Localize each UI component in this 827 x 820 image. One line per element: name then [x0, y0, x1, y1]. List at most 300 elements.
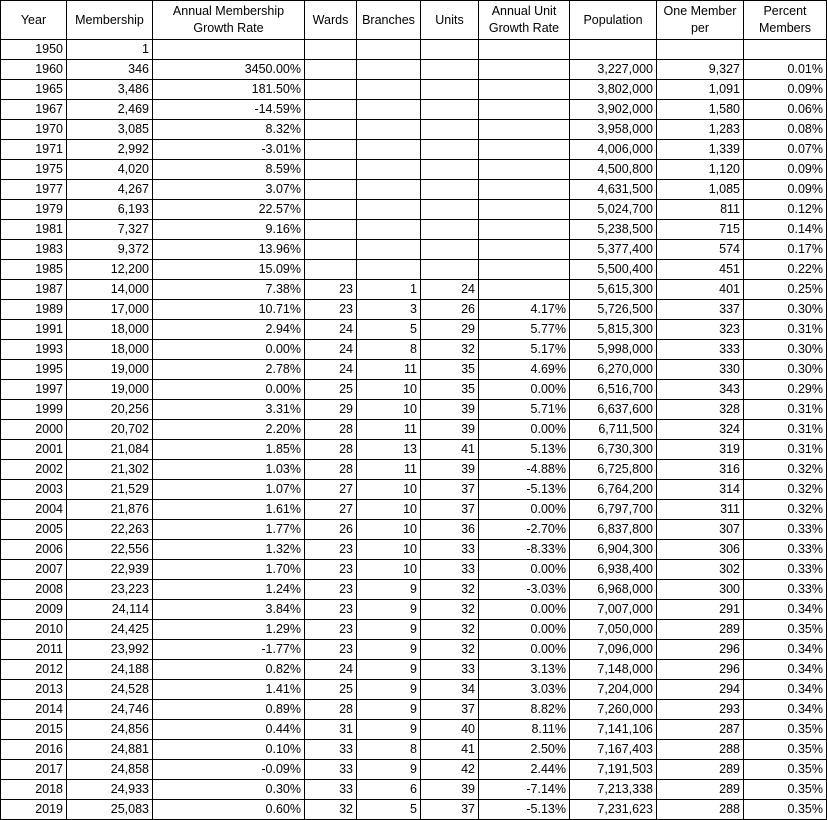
- table-row: [1, 280, 827, 300]
- cell-units: [421, 40, 479, 60]
- cell-percent-members: 0.17%: [744, 240, 827, 260]
- cell-percent-members: 0.29%: [744, 380, 827, 400]
- cell-membership: 21,084: [67, 440, 153, 460]
- cell-units: [421, 140, 479, 160]
- cell-wards: [305, 240, 357, 260]
- table-row: [1, 140, 827, 160]
- cell-one-member-per: 289: [657, 780, 744, 800]
- cell-wards: 24: [305, 320, 357, 340]
- cell-population: 4,006,000: [570, 140, 657, 160]
- table-row: [1, 240, 827, 260]
- cell-one-member-per: 293: [657, 700, 744, 720]
- table-row: [1, 460, 827, 480]
- cell-year: 1987: [1, 280, 67, 300]
- cell-year: 2016: [1, 740, 67, 760]
- cell-wards: 24: [305, 340, 357, 360]
- cell-membership: 23,992: [67, 640, 153, 660]
- table-row: [1, 660, 827, 680]
- table-row: [1, 80, 827, 100]
- header-percent-members: Percent Members: [744, 1, 827, 40]
- cell-population: 6,637,600: [570, 400, 657, 420]
- cell-unit-growth-rate: [479, 200, 570, 220]
- cell-unit-growth-rate: 4.17%: [479, 300, 570, 320]
- cell-year: 1991: [1, 320, 67, 340]
- cell-unit-growth-rate: 3.13%: [479, 660, 570, 680]
- cell-units: [421, 240, 479, 260]
- table-row: [1, 120, 827, 140]
- cell-one-member-per: 300: [657, 580, 744, 600]
- cell-branches: 10: [357, 500, 421, 520]
- cell-percent-members: 0.14%: [744, 220, 827, 240]
- cell-unit-growth-rate: [479, 160, 570, 180]
- cell-membership: 21,302: [67, 460, 153, 480]
- cell-wards: 33: [305, 780, 357, 800]
- cell-branches: 11: [357, 360, 421, 380]
- cell-branches: [357, 180, 421, 200]
- cell-year: 2010: [1, 620, 67, 640]
- cell-year: 1960: [1, 60, 67, 80]
- cell-membership: 24,528: [67, 680, 153, 700]
- cell-one-member-per: 333: [657, 340, 744, 360]
- cell-one-member-per: 311: [657, 500, 744, 520]
- cell-wards: 29: [305, 400, 357, 420]
- cell-branches: 11: [357, 420, 421, 440]
- cell-membership: 24,858: [67, 760, 153, 780]
- cell-year: 2019: [1, 800, 67, 820]
- table-row: [1, 560, 827, 580]
- header-annual-membership-growth-rate: Annual Membership Growth Rate: [153, 1, 305, 40]
- cell-membership-growth-rate: 181.50%: [153, 80, 305, 100]
- cell-year: 1967: [1, 100, 67, 120]
- table-row: [1, 300, 827, 320]
- cell-percent-members: 0.31%: [744, 420, 827, 440]
- cell-one-member-per: 287: [657, 720, 744, 740]
- cell-percent-members: 0.34%: [744, 700, 827, 720]
- cell-wards: 27: [305, 500, 357, 520]
- cell-percent-members: 0.09%: [744, 80, 827, 100]
- cell-wards: 23: [305, 640, 357, 660]
- cell-membership: 22,939: [67, 560, 153, 580]
- cell-one-member-per: 291: [657, 600, 744, 620]
- cell-membership: 4,020: [67, 160, 153, 180]
- cell-wards: 26: [305, 520, 357, 540]
- cell-population: 7,148,000: [570, 660, 657, 680]
- header-wards: Wards: [305, 1, 357, 40]
- cell-percent-members: 0.31%: [744, 320, 827, 340]
- cell-population: 5,500,400: [570, 260, 657, 280]
- cell-population: 6,516,700: [570, 380, 657, 400]
- cell-percent-members: 0.33%: [744, 540, 827, 560]
- cell-membership-growth-rate: 0.00%: [153, 340, 305, 360]
- cell-unit-growth-rate: 2.44%: [479, 760, 570, 780]
- cell-membership-growth-rate: 2.94%: [153, 320, 305, 340]
- cell-membership-growth-rate: 3.31%: [153, 400, 305, 420]
- cell-percent-members: 0.34%: [744, 660, 827, 680]
- cell-units: 41: [421, 740, 479, 760]
- cell-branches: 10: [357, 380, 421, 400]
- cell-unit-growth-rate: [479, 120, 570, 140]
- cell-membership-growth-rate: 2.20%: [153, 420, 305, 440]
- cell-unit-growth-rate: [479, 260, 570, 280]
- cell-percent-members: 0.09%: [744, 160, 827, 180]
- table-row: [1, 180, 827, 200]
- cell-branches: [357, 80, 421, 100]
- cell-percent-members: 0.34%: [744, 640, 827, 660]
- cell-unit-growth-rate: -2.70%: [479, 520, 570, 540]
- cell-branches: [357, 40, 421, 60]
- cell-membership-growth-rate: 1.70%: [153, 560, 305, 580]
- cell-wards: 23: [305, 620, 357, 640]
- cell-one-member-per: 451: [657, 260, 744, 280]
- cell-wards: 28: [305, 700, 357, 720]
- cell-one-member-per: 401: [657, 280, 744, 300]
- cell-wards: [305, 60, 357, 80]
- cell-units: [421, 80, 479, 100]
- cell-year: 2000: [1, 420, 67, 440]
- cell-population: 7,213,338: [570, 780, 657, 800]
- cell-membership: 6,193: [67, 200, 153, 220]
- cell-percent-members: 0.30%: [744, 300, 827, 320]
- cell-branches: 10: [357, 560, 421, 580]
- cell-percent-members: 0.08%: [744, 120, 827, 140]
- cell-branches: 9: [357, 660, 421, 680]
- header-membership: Membership: [67, 1, 153, 40]
- cell-unit-growth-rate: [479, 180, 570, 200]
- cell-population: 6,837,800: [570, 520, 657, 540]
- cell-units: [421, 160, 479, 180]
- cell-unit-growth-rate: -5.13%: [479, 800, 570, 820]
- cell-year: 1977: [1, 180, 67, 200]
- cell-wards: 23: [305, 540, 357, 560]
- cell-membership-growth-rate: -14.59%: [153, 100, 305, 120]
- cell-population: 6,797,700: [570, 500, 657, 520]
- cell-membership-growth-rate: 1.07%: [153, 480, 305, 500]
- cell-year: 2002: [1, 460, 67, 480]
- cell-wards: 23: [305, 560, 357, 580]
- cell-units: 36: [421, 520, 479, 540]
- cell-membership: 24,114: [67, 600, 153, 620]
- cell-population: 4,631,500: [570, 180, 657, 200]
- cell-unit-growth-rate: [479, 40, 570, 60]
- cell-one-member-per: 294: [657, 680, 744, 700]
- cell-one-member-per: 288: [657, 740, 744, 760]
- cell-one-member-per: 328: [657, 400, 744, 420]
- cell-population: 5,615,300: [570, 280, 657, 300]
- cell-population: 7,050,000: [570, 620, 657, 640]
- cell-membership: 24,881: [67, 740, 153, 760]
- cell-unit-growth-rate: 0.00%: [479, 500, 570, 520]
- table-row: [1, 40, 827, 60]
- cell-membership-growth-rate: 1.03%: [153, 460, 305, 480]
- cell-percent-members: 0.35%: [744, 720, 827, 740]
- cell-percent-members: 0.31%: [744, 400, 827, 420]
- cell-population: 3,902,000: [570, 100, 657, 120]
- cell-unit-growth-rate: -4.88%: [479, 460, 570, 480]
- cell-unit-growth-rate: 0.00%: [479, 560, 570, 580]
- cell-percent-members: 0.07%: [744, 140, 827, 160]
- cell-one-member-per: 316: [657, 460, 744, 480]
- cell-branches: [357, 220, 421, 240]
- cell-membership: 24,425: [67, 620, 153, 640]
- cell-unit-growth-rate: -8.33%: [479, 540, 570, 560]
- cell-population: 7,007,000: [570, 600, 657, 620]
- cell-population: 5,815,300: [570, 320, 657, 340]
- cell-membership-growth-rate: 3.84%: [153, 600, 305, 620]
- cell-branches: 9: [357, 600, 421, 620]
- cell-year: 2008: [1, 580, 67, 600]
- table-row: [1, 580, 827, 600]
- cell-units: 37: [421, 480, 479, 500]
- cell-population: 7,204,000: [570, 680, 657, 700]
- cell-year: 1975: [1, 160, 67, 180]
- cell-one-member-per: 324: [657, 420, 744, 440]
- cell-population: 5,998,000: [570, 340, 657, 360]
- table-row: [1, 320, 827, 340]
- table-row: [1, 440, 827, 460]
- cell-units: 42: [421, 760, 479, 780]
- cell-branches: 10: [357, 480, 421, 500]
- cell-membership-growth-rate: 0.89%: [153, 700, 305, 720]
- cell-population: 5,024,700: [570, 200, 657, 220]
- cell-year: 2003: [1, 480, 67, 500]
- cell-percent-members: 0.35%: [744, 780, 827, 800]
- cell-membership: 17,000: [67, 300, 153, 320]
- cell-membership-growth-rate: 8.32%: [153, 120, 305, 140]
- cell-population: 6,725,800: [570, 460, 657, 480]
- cell-one-member-per: 1,339: [657, 140, 744, 160]
- cell-units: 35: [421, 380, 479, 400]
- cell-percent-members: 0.35%: [744, 800, 827, 820]
- cell-membership-growth-rate: 8.59%: [153, 160, 305, 180]
- cell-wards: 25: [305, 680, 357, 700]
- table-row: [1, 620, 827, 640]
- cell-one-member-per: [657, 40, 744, 60]
- table-row: [1, 400, 827, 420]
- cell-percent-members: 0.34%: [744, 680, 827, 700]
- cell-unit-growth-rate: -7.14%: [479, 780, 570, 800]
- cell-units: [421, 120, 479, 140]
- cell-year: 2007: [1, 560, 67, 580]
- table-row: [1, 800, 827, 820]
- cell-branches: [357, 140, 421, 160]
- cell-membership-growth-rate: 0.30%: [153, 780, 305, 800]
- cell-one-member-per: 1,085: [657, 180, 744, 200]
- cell-branches: 13: [357, 440, 421, 460]
- cell-units: 39: [421, 780, 479, 800]
- cell-branches: 8: [357, 740, 421, 760]
- cell-branches: [357, 240, 421, 260]
- cell-year: 2009: [1, 600, 67, 620]
- cell-unit-growth-rate: 8.82%: [479, 700, 570, 720]
- cell-membership-growth-rate: 0.44%: [153, 720, 305, 740]
- table-row: [1, 260, 827, 280]
- cell-unit-growth-rate: [479, 100, 570, 120]
- cell-units: 24: [421, 280, 479, 300]
- cell-membership: 20,256: [67, 400, 153, 420]
- cell-one-member-per: 296: [657, 660, 744, 680]
- cell-unit-growth-rate: 5.13%: [479, 440, 570, 460]
- table-row: [1, 380, 827, 400]
- cell-one-member-per: 715: [657, 220, 744, 240]
- header-one-member-per: One Member per: [657, 1, 744, 40]
- table-row: [1, 680, 827, 700]
- cell-percent-members: 0.30%: [744, 340, 827, 360]
- cell-year: 2006: [1, 540, 67, 560]
- cell-year: 2017: [1, 760, 67, 780]
- cell-one-member-per: 306: [657, 540, 744, 560]
- cell-membership-growth-rate: 0.60%: [153, 800, 305, 820]
- table-row: [1, 520, 827, 540]
- cell-percent-members: 0.12%: [744, 200, 827, 220]
- cell-membership: 3,486: [67, 80, 153, 100]
- table-row: [1, 540, 827, 560]
- cell-wards: 28: [305, 420, 357, 440]
- cell-one-member-per: 574: [657, 240, 744, 260]
- cell-units: [421, 220, 479, 240]
- cell-one-member-per: 330: [657, 360, 744, 380]
- table-row: [1, 700, 827, 720]
- table-row: [1, 500, 827, 520]
- cell-wards: 23: [305, 580, 357, 600]
- table-row: [1, 780, 827, 800]
- cell-membership-growth-rate: 1.41%: [153, 680, 305, 700]
- cell-unit-growth-rate: [479, 280, 570, 300]
- cell-branches: 6: [357, 780, 421, 800]
- cell-year: 2014: [1, 700, 67, 720]
- cell-wards: 23: [305, 280, 357, 300]
- cell-membership-growth-rate: 2.78%: [153, 360, 305, 380]
- cell-units: 33: [421, 540, 479, 560]
- cell-one-member-per: 323: [657, 320, 744, 340]
- cell-membership: 22,263: [67, 520, 153, 540]
- cell-year: 1985: [1, 260, 67, 280]
- cell-units: 29: [421, 320, 479, 340]
- cell-year: 1981: [1, 220, 67, 240]
- cell-membership: 346: [67, 60, 153, 80]
- cell-unit-growth-rate: 2.50%: [479, 740, 570, 760]
- cell-wards: [305, 200, 357, 220]
- cell-wards: 24: [305, 660, 357, 680]
- cell-year: 2015: [1, 720, 67, 740]
- cell-unit-growth-rate: 0.00%: [479, 640, 570, 660]
- cell-unit-growth-rate: 5.71%: [479, 400, 570, 420]
- cell-branches: [357, 200, 421, 220]
- cell-year: 2012: [1, 660, 67, 680]
- cell-branches: 9: [357, 720, 421, 740]
- cell-year: 1950: [1, 40, 67, 60]
- cell-unit-growth-rate: 0.00%: [479, 420, 570, 440]
- cell-units: 39: [421, 420, 479, 440]
- cell-year: 1999: [1, 400, 67, 420]
- cell-population: 6,968,000: [570, 580, 657, 600]
- cell-membership-growth-rate: 1.77%: [153, 520, 305, 540]
- cell-membership: 2,992: [67, 140, 153, 160]
- cell-population: [570, 40, 657, 60]
- cell-membership-growth-rate: 3.07%: [153, 180, 305, 200]
- cell-percent-members: 0.33%: [744, 520, 827, 540]
- cell-population: 6,711,500: [570, 420, 657, 440]
- cell-year: 1971: [1, 140, 67, 160]
- cell-membership: 18,000: [67, 320, 153, 340]
- cell-units: 32: [421, 620, 479, 640]
- cell-one-member-per: 811: [657, 200, 744, 220]
- cell-year: 1979: [1, 200, 67, 220]
- cell-branches: 11: [357, 460, 421, 480]
- cell-units: 35: [421, 360, 479, 380]
- cell-branches: [357, 100, 421, 120]
- cell-branches: 10: [357, 520, 421, 540]
- cell-membership-growth-rate: 7.38%: [153, 280, 305, 300]
- table-row: [1, 360, 827, 380]
- cell-membership: 3,085: [67, 120, 153, 140]
- cell-units: 32: [421, 580, 479, 600]
- cell-population: 6,764,200: [570, 480, 657, 500]
- cell-branches: 1: [357, 280, 421, 300]
- cell-unit-growth-rate: 0.00%: [479, 380, 570, 400]
- table-row: [1, 600, 827, 620]
- cell-population: 7,096,000: [570, 640, 657, 660]
- cell-wards: 32: [305, 800, 357, 820]
- cell-population: 7,167,403: [570, 740, 657, 760]
- cell-membership-growth-rate: 0.00%: [153, 380, 305, 400]
- cell-membership-growth-rate: 15.09%: [153, 260, 305, 280]
- cell-wards: [305, 80, 357, 100]
- header-population: Population: [570, 1, 657, 40]
- cell-wards: 27: [305, 480, 357, 500]
- cell-branches: 3: [357, 300, 421, 320]
- cell-one-member-per: 343: [657, 380, 744, 400]
- cell-units: 40: [421, 720, 479, 740]
- cell-units: 39: [421, 400, 479, 420]
- cell-membership: 1: [67, 40, 153, 60]
- cell-membership: 21,529: [67, 480, 153, 500]
- header-annual-unit-growth-rate: Annual Unit Growth Rate: [479, 1, 570, 40]
- cell-branches: 9: [357, 760, 421, 780]
- cell-wards: 23: [305, 300, 357, 320]
- cell-percent-members: 0.09%: [744, 180, 827, 200]
- cell-percent-members: 0.01%: [744, 60, 827, 80]
- cell-percent-members: 0.32%: [744, 480, 827, 500]
- cell-population: 7,191,503: [570, 760, 657, 780]
- cell-wards: 24: [305, 360, 357, 380]
- cell-membership-growth-rate: 9.16%: [153, 220, 305, 240]
- cell-year: 1995: [1, 360, 67, 380]
- cell-one-member-per: 1,283: [657, 120, 744, 140]
- cell-branches: 9: [357, 700, 421, 720]
- cell-units: [421, 100, 479, 120]
- cell-membership: 12,200: [67, 260, 153, 280]
- cell-units: [421, 200, 479, 220]
- cell-percent-members: 0.30%: [744, 360, 827, 380]
- cell-population: 7,260,000: [570, 700, 657, 720]
- cell-branches: 10: [357, 400, 421, 420]
- cell-one-member-per: 1,091: [657, 80, 744, 100]
- cell-wards: 25: [305, 380, 357, 400]
- cell-percent-members: 0.25%: [744, 280, 827, 300]
- cell-population: 4,500,800: [570, 160, 657, 180]
- cell-unit-growth-rate: -5.13%: [479, 480, 570, 500]
- cell-units: 41: [421, 440, 479, 460]
- header-units: Units: [421, 1, 479, 40]
- cell-percent-members: 0.32%: [744, 460, 827, 480]
- cell-one-member-per: 314: [657, 480, 744, 500]
- cell-one-member-per: 307: [657, 520, 744, 540]
- cell-population: 3,227,000: [570, 60, 657, 80]
- cell-wards: [305, 180, 357, 200]
- cell-membership: 24,188: [67, 660, 153, 680]
- cell-wards: [305, 100, 357, 120]
- cell-year: 2001: [1, 440, 67, 460]
